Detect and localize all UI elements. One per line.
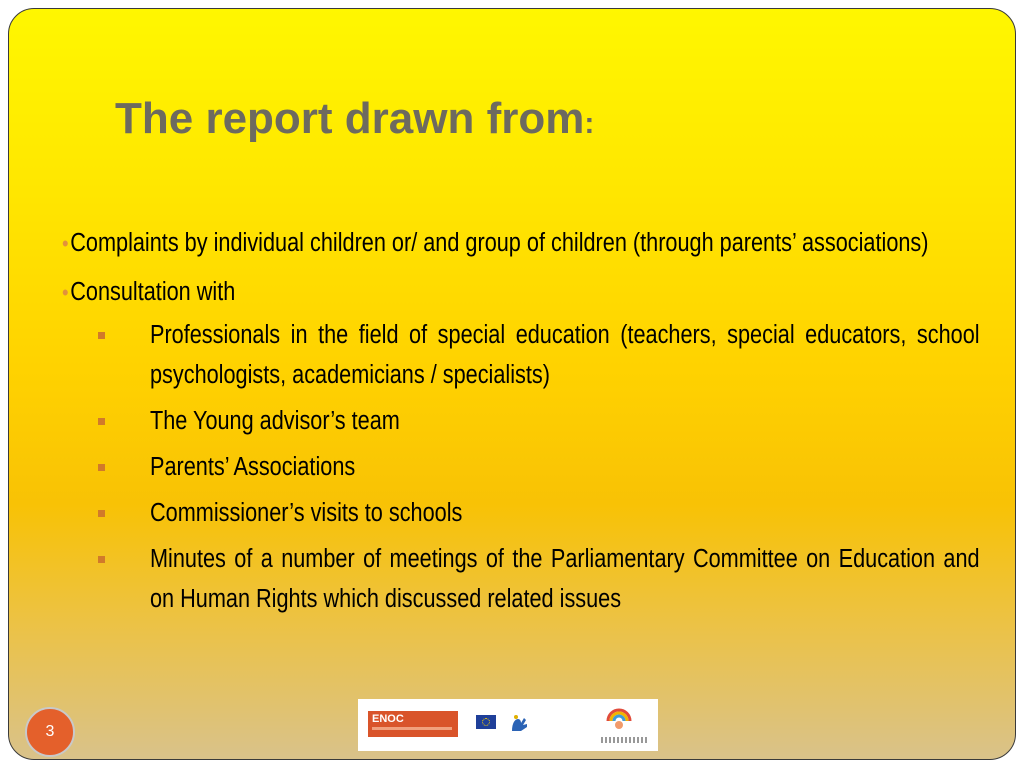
commissioner-logo-caption: [601, 737, 647, 743]
bullet-complaints-text: Complaints by individual children or/ and group of children (through parents’ associations): [70, 229, 929, 257]
slide: [8, 8, 1016, 760]
square-bullet-icon: [98, 418, 105, 425]
slide-title: [115, 94, 595, 143]
subitem-text: Commissioner’s visits to schools: [150, 499, 463, 527]
subitem-text: The Young advisor’s team: [150, 407, 400, 435]
bullet-marker: •: [62, 231, 69, 256]
page-number-badge: [25, 707, 75, 757]
subitem-text: Parents’ Associations: [150, 453, 356, 481]
bullet-consultation-text: Consultation with: [70, 278, 236, 306]
eu-flag-icon: [476, 715, 496, 729]
enoc-logo: [368, 711, 458, 737]
title-text: The report drawn from: [115, 94, 585, 143]
subitem-text: Minutes of a number of meetings of the Parliamentary Committee on Education and on Human Rights which discussed related issues: [150, 545, 980, 613]
subitem-young-advisors: [62, 401, 980, 441]
title-colon: :: [584, 107, 595, 140]
square-bullet-icon: [98, 556, 105, 563]
slide-body: [62, 223, 980, 619]
subitem-text: Professionals in the field of special education (teachers, special educators, school psychologists, academicians / specialists): [150, 321, 980, 389]
partner-logos-strip: [358, 699, 658, 751]
square-bullet-icon: [98, 510, 105, 517]
subitem-parliament-minutes: [62, 539, 980, 619]
subitem-parents-associations: [62, 447, 980, 487]
subitem-school-visits: [62, 493, 980, 533]
square-bullet-icon: [98, 464, 105, 471]
bullet-consultation: [62, 272, 980, 313]
bullet-complaints: [62, 223, 980, 264]
subitem-professionals: [62, 315, 980, 395]
enoc-tagline-line: [372, 727, 452, 730]
hand-logo-icon: [508, 713, 530, 735]
enoc-logo-text: ENOC: [372, 713, 404, 725]
children-commissioner-logo-icon: [604, 705, 634, 733]
consultation-sublist: [62, 315, 980, 619]
page-number: 3: [45, 723, 55, 740]
bullet-marker: •: [62, 280, 69, 305]
square-bullet-icon: [98, 332, 105, 339]
